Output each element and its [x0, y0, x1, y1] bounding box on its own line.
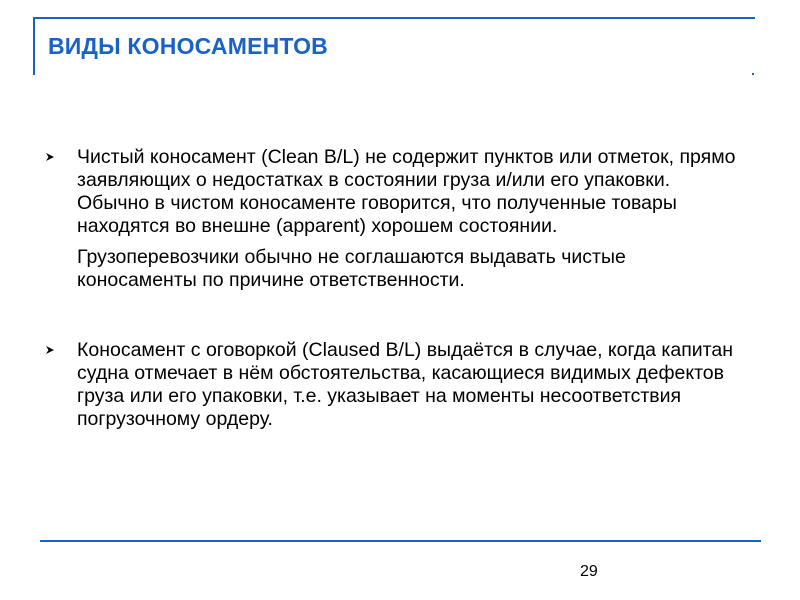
- bullet-paragraph: Чистый коносамент (Clean B/L) не содержит пунктов или отметок, прямо заявляющих о недостатках в состоянии груза и/или его упаковки. Обычно в чистом коносаменте говорится, что полученные товары находятся во внешне (apparent) хорошем состоянии.: [77, 146, 736, 237]
- left-accent-line: [33, 17, 35, 75]
- top-divider: [34, 17, 755, 19]
- slide-content: [45, 146, 745, 431]
- bullet-paragraph: Грузоперевозчики обычно не соглашаются выдавать чистые коносаменты по причине ответственности.: [77, 246, 626, 291]
- bottom-divider: [40, 540, 761, 542]
- bullet-item-clean-bl: [45, 146, 745, 292]
- page-number: 29: [580, 563, 598, 580]
- arrowhead-bullet-icon: [45, 152, 55, 162]
- arrowhead-bullet-icon: [45, 345, 55, 355]
- slide-title: ВИДЫ КОНОСАМЕНТОВ: [48, 33, 328, 59]
- bullet-item-claused-bl: [45, 339, 745, 431]
- bullet-paragraph: Коносамент с оговоркой (Claused B/L) выдаётся в случае, когда капитан судна отмечает в нём обстоятельства, касающиеся видимых дефектов груза или его упаковки, т.е. указывает на моменты несоответствия погрузочному ордеру.: [77, 339, 733, 430]
- corner-dot: [752, 73, 754, 75]
